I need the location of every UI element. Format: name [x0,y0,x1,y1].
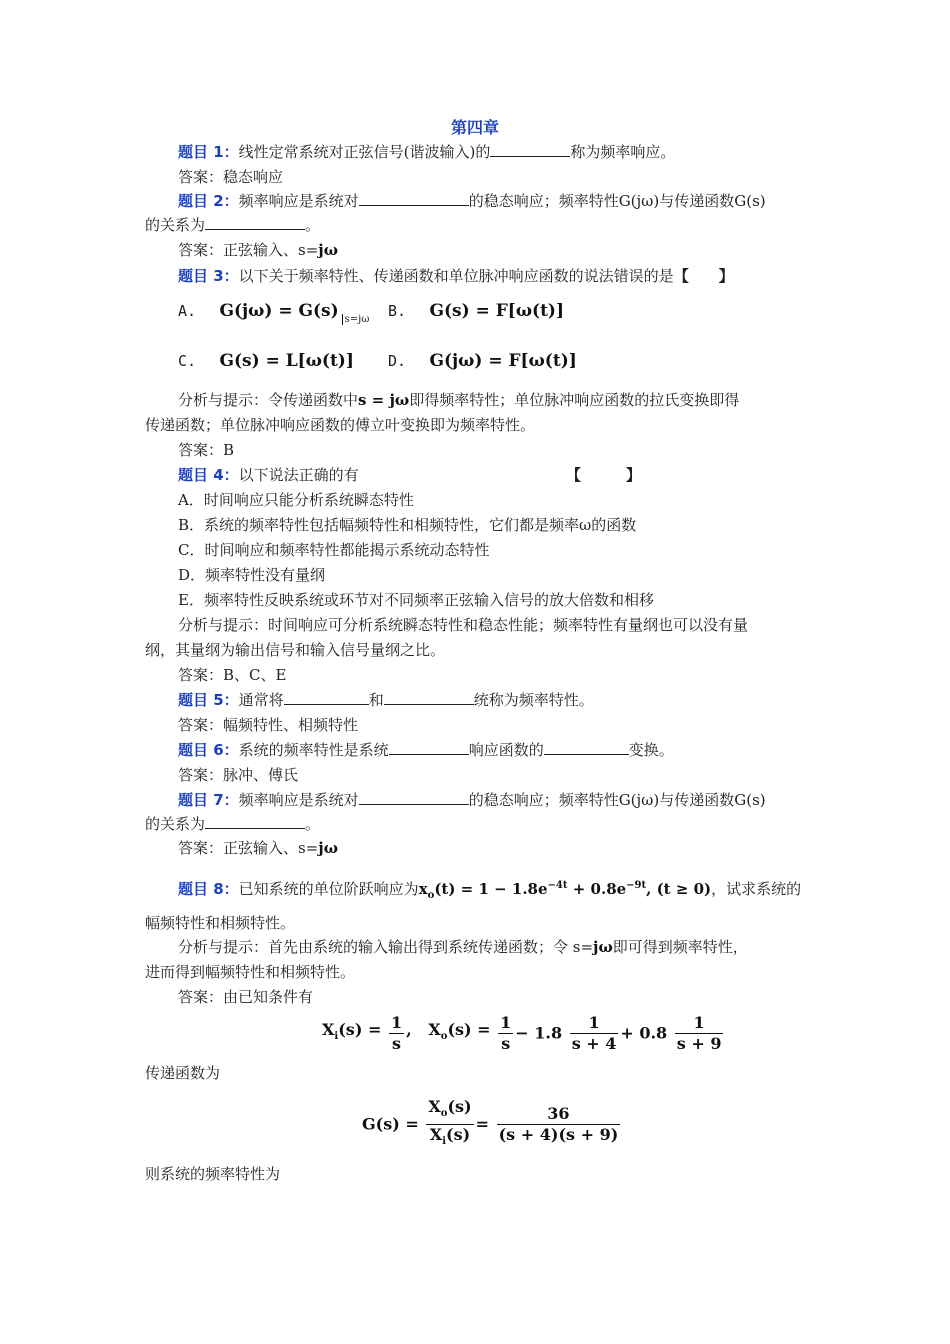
question-label: 题目 8： [178,880,239,898]
answer-blank [544,739,629,755]
option-b: B. G(s) = F[ω(t)] [388,301,565,321]
answer-blank [490,141,570,157]
option-c: C．时间响应和频率特性都能揭示系统动态特性 [178,541,490,559]
question-7: 题目 7：频率响应是系统对 的稳态响应；频率特性G(jω)与传递函数G(s) [178,791,766,809]
transfer-function-label: 传递函数为 [145,1064,221,1082]
question-1: 题目 1：线性定常系统对正弦信号(谐波输入)的 称为频率响应。 [178,143,676,161]
question-label: 题目 4： [178,466,239,484]
hint-3-cont: 传递函数；单位脉冲响应函数的傅立叶变换即为频率特性。 [145,416,536,434]
answer-blank [384,689,474,705]
option-a: A. G(jω) = G(s) $_{s=j\omega}$ [178,301,370,325]
question-label: 题目 2： [178,192,239,210]
answer-5: 答案：幅频特性、相频特性 [178,716,359,734]
question-7-cont: 的关系为 。 [145,815,321,833]
hint-3: 分析与提示：令传递函数中s = jω即得频率特性；单位脉冲响应函数的拉氏变换即得 [178,391,740,409]
answer-blank [205,214,305,230]
option-d: D. G(jω) = F[ω(t)] [388,351,577,371]
question-2-cont: 的关系为 。 [145,216,321,234]
hint-8-cont: 进而得到幅频特性和相频特性。 [145,963,356,981]
answer-6: 答案：脉冲、傅氏 [178,766,299,784]
question-label: 题目 6： [178,741,239,759]
answer-bracket: 【 】 [566,466,642,484]
question-2: 题目 2：频率响应是系统对 的稳态响应；频率特性G(jω)与传递函数G(s) [178,192,766,210]
answer-4: 答案：B、C、E [178,666,287,684]
answer-blank [284,689,369,705]
question-8-cont: 幅频特性和相频特性。 [145,914,296,932]
question-label: 题目 7： [178,791,239,809]
chapter-title: 第四章 [450,118,499,137]
question-label: 题目 1： [178,143,239,161]
question-4: 题目 4：以下说法正确的有 [178,466,359,484]
answer-3: 答案：B [178,441,235,459]
option-e: E．频率特性反映系统或环节对不同频率正弦输入信号的放大倍数和相移 [178,591,654,609]
equation-input-output: $X_i(s)$ = $\frac{1}{s}$ , $X_o(s)$ = $\frac{1}{s}$ − 1.8 $\frac{1}{s + 4}$ + 0.8 $\frac{1}{s + 9}$ [322,1013,722,1053]
option-a: A．时间响应只能分析系统瞬态特性 [178,491,414,509]
question-label: 题目 3： [178,267,239,285]
answer-7: 答案：正弦输入、s=jω [178,839,338,857]
question-6: 题目 6：系统的频率特性是系统 响应函数的 变换。 [178,741,674,759]
answer-blank [359,190,469,206]
hint-4-cont: 纲，其量纲为输出信号和输入信号量纲之比。 [145,641,446,659]
equation-transfer-function: G(s) = $\frac{X_o(s)}{X_i(s)}$ = $\frac{36}{(s + 4)(s + 9)}$ [362,1097,622,1152]
question-8: 题目 8：已知系统的单位阶跃响应为$x_o(t) = 1 - 1.8e^{-4t} + 0.8e^{-9t}$, (t ≥ 0)，试求系统的 [178,880,802,901]
answer-8: 答案：由已知条件有 [178,988,314,1006]
option-c: C. G(s) = L[ω(t)] [178,351,354,371]
frequency-response-label: 则系统的频率特性为 [145,1165,281,1183]
hint-4: 分析与提示：时间响应可分析系统瞬态特性和稳态性能；频率特性有量纲也可以没有量 [178,616,749,634]
option-b: B．系统的频率特性包括幅频特性和相频特性，它们都是频率ω的函数 [178,516,637,534]
answer-blank [359,789,469,805]
answer-blank [389,739,469,755]
question-3: 题目 3：以下关于频率特性、传递函数和单位脉冲响应函数的说法错误的是【 】 [178,267,734,285]
hint-8: 分析与提示：首先由系统的输入输出得到系统传递函数；令 s=jω即可得到频率特性， [178,938,748,956]
answer-1: 答案：稳态响应 [178,168,284,186]
question-label: 题目 5： [178,691,239,709]
answer-2: 答案：正弦输入、s=jω [178,241,338,259]
step-response-formula: $x_o(t) = 1 - 1.8e^{-4t} + 0.8e^{-9t}$, (t ≥ 0) [418,880,712,901]
question-5: 题目 5：通常将 和 统称为频率特性。 [178,691,594,709]
option-d: D．频率特性没有量纲 [178,566,326,584]
answer-blank [205,813,305,829]
